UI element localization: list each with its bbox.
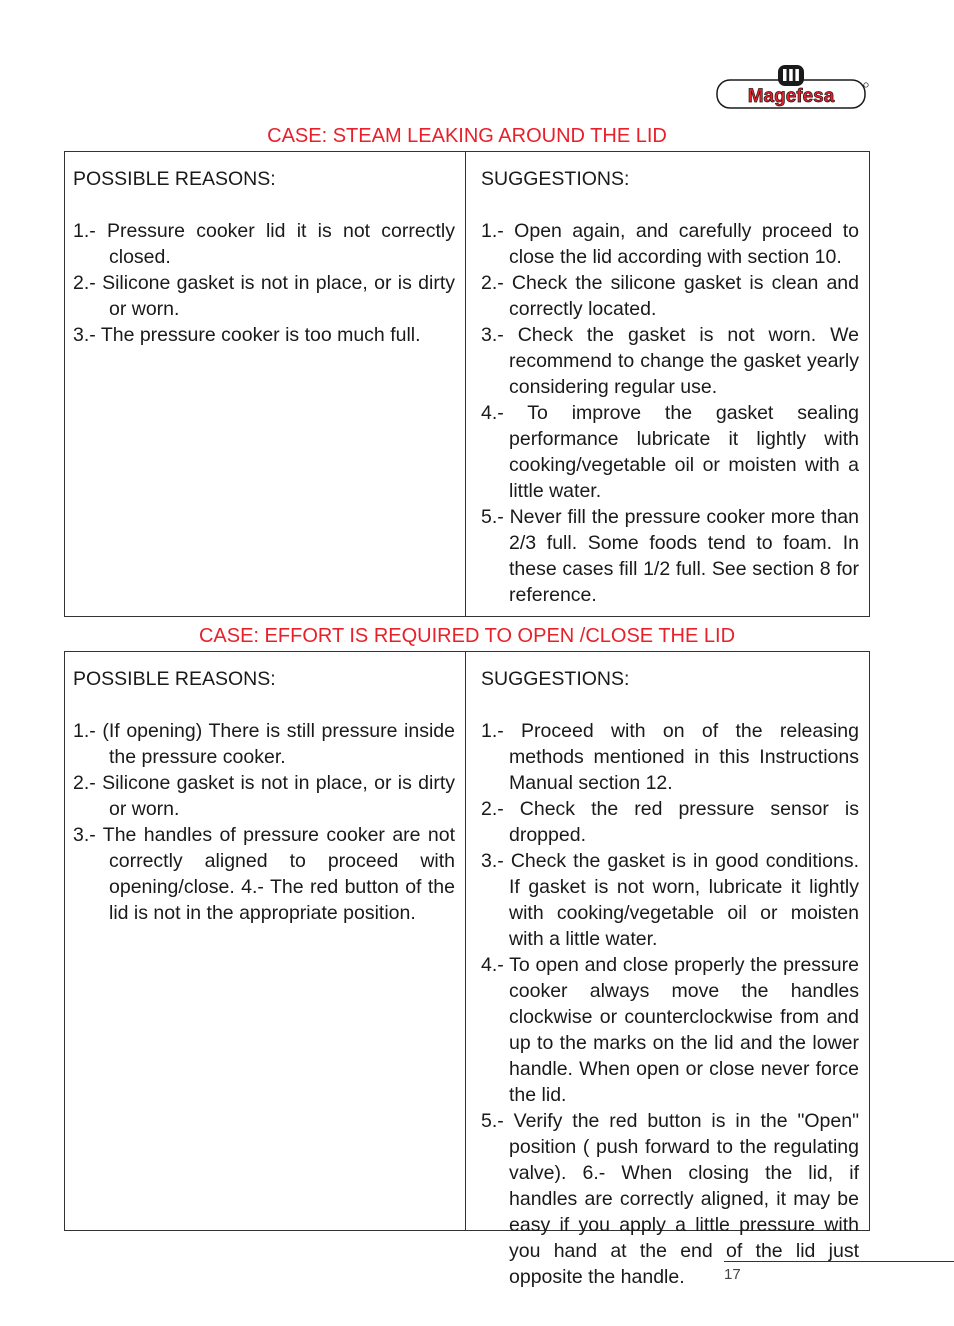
footer-divider [724, 1261, 954, 1262]
case-title: CASE: STEAM LEAKING AROUND THE LID [267, 125, 667, 147]
list-item: 1.- Pressure cooker lid it is not correctly closed. [73, 220, 455, 268]
reasons-heading: POSSIBLE REASONS: [73, 668, 276, 690]
list-item: 3.- Check the gasket is in good conditions. If gasket is not worn, lubricate it lightly with cooking/vegetable oil or moisten with a little water. [481, 850, 859, 950]
svg-text:Magefesa: Magefesa [747, 86, 835, 107]
reasons-heading: POSSIBLE REASONS: [73, 168, 276, 190]
list-item: 5.- Never fill the pressure cooker more than 2/3 full. Some foods tend to foam. In these cases fill 1/2 full. See section 8 for reference. [481, 506, 859, 606]
case-table [64, 151, 870, 617]
list-item: 2.- Check the red pressure sensor is dropped. [481, 798, 859, 846]
reasons-list [73, 718, 455, 926]
page-number: 17 [724, 1266, 741, 1283]
list-item: 5.- Verify the red button is in the "Open" position ( push forward to the regulating valve). 6.- When closing the lid, if handles are correctly aligned, it may be easy if you apply a little pressure with you hand at the end of the lid just opposite the handle. [481, 1110, 859, 1288]
list-item: 1.- Proceed with on of the releasing methods mentioned in this Instructions Manual section 12. [481, 720, 859, 794]
suggestions-list [481, 718, 859, 1290]
suggestions-column [466, 152, 869, 616]
list-item: 3.- Check the gasket is not worn. We recommend to change the gasket yearly considering regular use. [481, 324, 859, 398]
suggestions-heading: SUGGESTIONS: [481, 668, 630, 690]
list-item: 4.- To open and close properly the pressure cooker always move the handles clockwise or counterclockwise from and up to the marks on the lid and the lower handle. When open or close never force the lid. [481, 954, 859, 1106]
list-item: 2.- Silicone gasket is not in place, or is dirty or worn. [73, 772, 455, 820]
list-item: 1.- Open again, and carefully proceed to close the lid according with section 10. [481, 220, 859, 268]
list-item: 2.- Silicone gasket is not in place, or is dirty or worn. [73, 272, 455, 320]
list-item: 3.- The pressure cooker is too much full. [73, 324, 421, 346]
reasons-column [65, 652, 466, 1230]
reasons-column [65, 152, 466, 616]
list-item: 4.- To improve the gasket sealing performance lubricate it lightly with cooking/vegetable oil or moisten with a little water. [481, 402, 859, 502]
magefesa-logo [716, 64, 870, 110]
reasons-list [73, 218, 455, 348]
list-item: 3.- The handles of pressure cooker are not correctly aligned to proceed with opening/close. 4.- The red button of the lid is not in the appropriate position. [73, 824, 455, 924]
case-title: CASE: EFFORT IS REQUIRED TO OPEN /CLOSE THE LID [198, 625, 736, 647]
suggestions-heading: SUGGESTIONS: [481, 168, 630, 190]
list-item: 1.- (If opening) There is still pressure inside the pressure cooker. [73, 720, 455, 768]
suggestions-list [481, 218, 859, 608]
list-item: 2.- Check the silicone gasket is clean and correctly located. [481, 272, 859, 320]
